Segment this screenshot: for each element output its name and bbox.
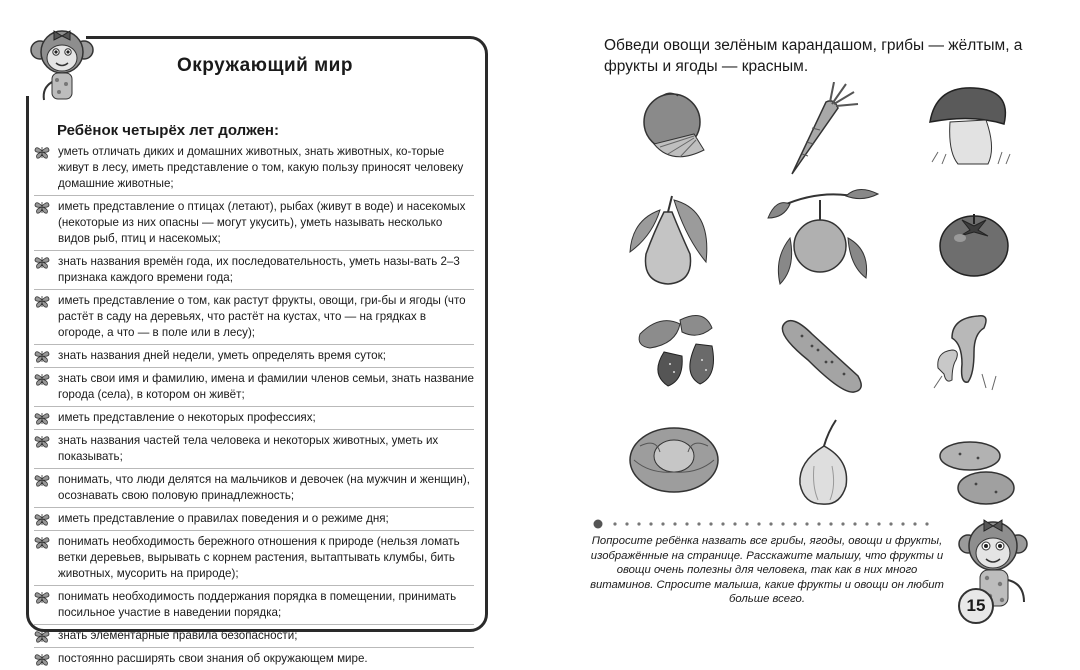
list-item bbox=[34, 141, 474, 196]
monkey-mascot-icon bbox=[28, 22, 100, 108]
cucumber-picture[interactable] bbox=[762, 304, 886, 404]
list-item-text: иметь представление о птицах (летают), рыбах (живут в воде) и насекомых (некоторые из них опасны — могут укусить), уметь называть несколько видов рыб, птиц и насекомых; bbox=[58, 200, 466, 245]
list-item bbox=[34, 531, 474, 586]
list-item bbox=[34, 251, 474, 290]
potato-icon bbox=[912, 422, 1036, 522]
cucumber-icon bbox=[762, 304, 886, 404]
butterfly-icon bbox=[34, 293, 50, 309]
page-number-badge: 15 bbox=[958, 588, 994, 624]
cabbage-icon bbox=[620, 414, 744, 514]
butterfly-icon bbox=[34, 144, 50, 160]
butterfly-icon bbox=[34, 348, 50, 364]
pear-icon bbox=[620, 192, 744, 292]
list-item-text: понимать необходимость бережного отношения к природе (нельзя ломать ветки деревьев, вырывать с корнем растения, вытаптывать клумбы, бить животных, мусорить на природе); bbox=[58, 535, 460, 580]
list-item bbox=[34, 407, 474, 430]
list-item-text: знать свои имя и фамилию, имена и фамилии членов семьи, знать название города (села), в котором он живёт; bbox=[58, 372, 474, 401]
list-item-text: знать элементарные правила безопасности; bbox=[58, 629, 298, 642]
list-item-text: знать названия времён года, их последовательность, уметь назы-вать 2–3 признака каждого времени года; bbox=[58, 255, 460, 284]
picture-grid bbox=[612, 82, 1036, 522]
mushroom-picture[interactable] bbox=[912, 82, 1036, 182]
list-item bbox=[34, 345, 474, 368]
dotted-divider bbox=[593, 519, 943, 529]
list-item-text: понимать, что люди делятся на мальчиков и девочек (на мужчин и женщин), осознавать свою половую принадлежность; bbox=[58, 473, 470, 502]
instruction-text: Обведи овощи зелёным карандашом, грибы — жёлтым, а фрукты и ягоды — красным. bbox=[604, 37, 1023, 75]
apple-picture[interactable] bbox=[762, 188, 886, 288]
apple-icon bbox=[762, 188, 886, 288]
list-item-text: иметь представление о правилах поведения и о режиме дня; bbox=[58, 512, 389, 525]
orange-icon bbox=[620, 82, 744, 182]
list-item-text: иметь представление о некоторых профессиях; bbox=[58, 411, 316, 424]
pear-picture[interactable] bbox=[620, 192, 744, 292]
carrot-picture[interactable] bbox=[762, 82, 886, 182]
list-item bbox=[34, 196, 474, 251]
list-item-text: иметь представление о том, как растут фрукты, овощи, гри-бы и ягоды (что растёт в саду на деревьях, что растёт на кустах, что — на грядках в огороде, а что — в поле или в лесу); bbox=[58, 294, 466, 339]
tomato-picture[interactable] bbox=[912, 188, 1036, 288]
butterfly-icon bbox=[34, 651, 50, 667]
butterfly-icon bbox=[34, 371, 50, 387]
butterfly-icon bbox=[34, 199, 50, 215]
list-item-text: уметь отличать диких и домашних животных, знать животных, ко-торые живут в лесу, иметь представление о том, какую пользу приносят человеку домашние животные; bbox=[58, 145, 464, 190]
potato-picture[interactable] bbox=[912, 422, 1036, 522]
carrot-icon bbox=[762, 82, 886, 182]
chanterelle-icon bbox=[912, 304, 1036, 404]
list-item-text: понимать необходимость поддержания порядка в помещении, принимать посильное участие в наведении порядка; bbox=[58, 590, 457, 619]
strawberry-picture[interactable] bbox=[620, 304, 744, 404]
list-item bbox=[34, 290, 474, 345]
onion-picture[interactable] bbox=[762, 416, 886, 516]
strawberry-icon bbox=[620, 304, 744, 404]
onion-icon bbox=[762, 416, 886, 516]
list-item-text: знать названия дней недели, уметь определять время суток; bbox=[58, 349, 386, 362]
butterfly-icon bbox=[34, 254, 50, 270]
list-item bbox=[34, 625, 474, 648]
orange-picture[interactable] bbox=[620, 82, 744, 182]
list-item bbox=[34, 508, 474, 531]
butterfly-icon bbox=[34, 433, 50, 449]
page-title: Окружающий мир bbox=[177, 55, 353, 76]
requirements-list bbox=[34, 141, 474, 670]
requirements-subtitle: Ребёнок четырёх лет должен: bbox=[57, 122, 279, 139]
list-item-text: знать названия частей тела человека и некоторых животных, уметь их показывать; bbox=[58, 434, 439, 463]
list-item bbox=[34, 469, 474, 508]
chanterelle-picture[interactable] bbox=[912, 304, 1036, 404]
list-item-text: постоянно расширять свои знания об окружающем мире. bbox=[58, 652, 368, 665]
list-item bbox=[34, 430, 474, 469]
butterfly-icon bbox=[34, 628, 50, 644]
butterfly-icon bbox=[34, 534, 50, 550]
list-item bbox=[34, 586, 474, 625]
butterfly-icon bbox=[34, 511, 50, 527]
mushroom-icon bbox=[912, 82, 1036, 182]
butterfly-icon bbox=[34, 410, 50, 426]
list-item bbox=[34, 368, 474, 407]
cabbage-picture[interactable] bbox=[620, 414, 744, 514]
butterfly-icon bbox=[34, 589, 50, 605]
tomato-icon bbox=[912, 188, 1036, 288]
list-item bbox=[34, 648, 474, 670]
butterfly-icon bbox=[34, 472, 50, 488]
parent-note: Попросите ребёнка назвать все грибы, ягоды, овощи и фрукты, изображённые на странице. Расскажите малышу, что фрукты и овощи очень полезны для человека, так как в них много витаминов. Спросите малыша, какие фрукты и овощи он любит больше всего. bbox=[590, 535, 944, 605]
